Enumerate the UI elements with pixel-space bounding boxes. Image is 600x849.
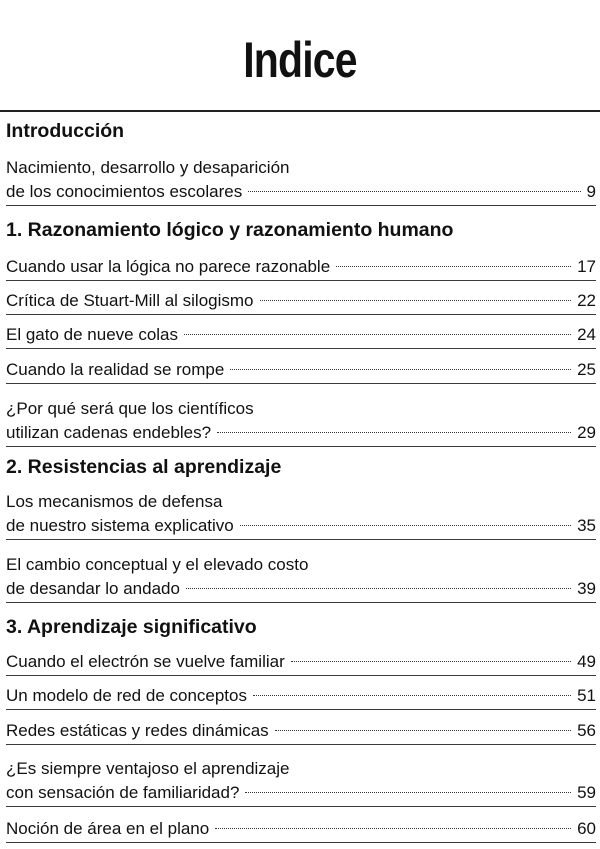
page-number: 17 [577, 257, 596, 276]
page-title: Indice [243, 32, 357, 88]
entry-text-line: de desandar lo andado [6, 579, 180, 598]
page-number: 24 [577, 325, 596, 344]
entry-text-line: Cuando usar la lógica no parece razonable [6, 257, 331, 276]
toc-entry[interactable] [6, 490, 596, 540]
page-number: 51 [577, 686, 596, 705]
entry-text-line: Nacimiento, desarrollo y desaparición [6, 158, 290, 177]
title-divider [0, 110, 600, 112]
page-number: 25 [577, 360, 596, 379]
entry-text-line: Los mecanismos de defensa [6, 492, 223, 511]
toc-entry[interactable] [6, 255, 596, 281]
entry-text-line: ¿Es siempre ventajoso el aprendizaje [6, 759, 290, 778]
dot-leader [186, 587, 571, 589]
dot-leader [184, 333, 571, 335]
entry-text-line: de los conocimientos escolares [6, 182, 243, 201]
section-heading-2: 2. Resistencias al aprendizaje [6, 456, 282, 478]
entry-text-line: El gato de nueve colas [6, 325, 179, 344]
entry-text-line: de nuestro sistema explicativo [6, 516, 234, 535]
toc-entry[interactable] [6, 397, 596, 447]
page-number: 56 [577, 721, 596, 740]
entry-text-line: ¿Por qué será que los científicos [6, 399, 254, 418]
toc-entry[interactable] [6, 757, 596, 807]
toc-entry[interactable] [6, 358, 596, 384]
dot-leader [217, 431, 571, 433]
dot-leader [248, 190, 580, 192]
entry-text-line: Un modelo de red de conceptos [6, 686, 247, 705]
entry-text-line: Cuando el electrón se vuelve familiar [6, 652, 285, 671]
toc-entry[interactable] [6, 323, 596, 349]
toc-entry[interactable] [6, 156, 596, 206]
page-number: 49 [577, 652, 596, 671]
toc-entry[interactable] [6, 719, 596, 745]
dot-leader [215, 827, 571, 829]
section-heading-introduccion: Introducción [6, 120, 125, 142]
section-heading-3: 3. Aprendizaje significativo [6, 616, 257, 638]
dot-leader [291, 660, 571, 662]
toc-entry[interactable] [6, 817, 596, 843]
entry-text-line: Noción de área en el plano [6, 819, 210, 838]
dot-leader [275, 729, 571, 731]
entry-text-line: con sensación de familiaridad? [6, 783, 240, 802]
dot-leader [240, 524, 571, 526]
page-number: 9 [586, 182, 596, 201]
toc-entry[interactable] [6, 684, 596, 710]
page-number: 22 [577, 291, 596, 310]
page-number: 29 [577, 423, 596, 442]
dot-leader [336, 265, 571, 267]
page-number: 59 [577, 783, 596, 802]
dot-leader [245, 791, 571, 793]
page-number: 35 [577, 516, 596, 535]
entry-text-line: Crítica de Stuart-Mill al silogismo [6, 291, 254, 310]
section-heading-1: 1. Razonamiento lógico y razonamiento humano [6, 219, 454, 241]
entry-text-line: El cambio conceptual y el elevado costo [6, 555, 309, 574]
toc-entry[interactable] [6, 553, 596, 603]
entry-text-line: Redes estáticas y redes dinámicas [6, 721, 269, 740]
entry-text-line: utilizan cadenas endebles? [6, 423, 212, 442]
page-number: 60 [577, 819, 596, 838]
dot-leader [253, 694, 571, 696]
toc-entry[interactable] [6, 650, 596, 676]
dot-leader [260, 299, 572, 301]
page-number: 39 [577, 579, 596, 598]
entry-text-line: Cuando la realidad se rompe [6, 360, 225, 379]
toc-entry[interactable] [6, 289, 596, 315]
dot-leader [230, 368, 571, 370]
